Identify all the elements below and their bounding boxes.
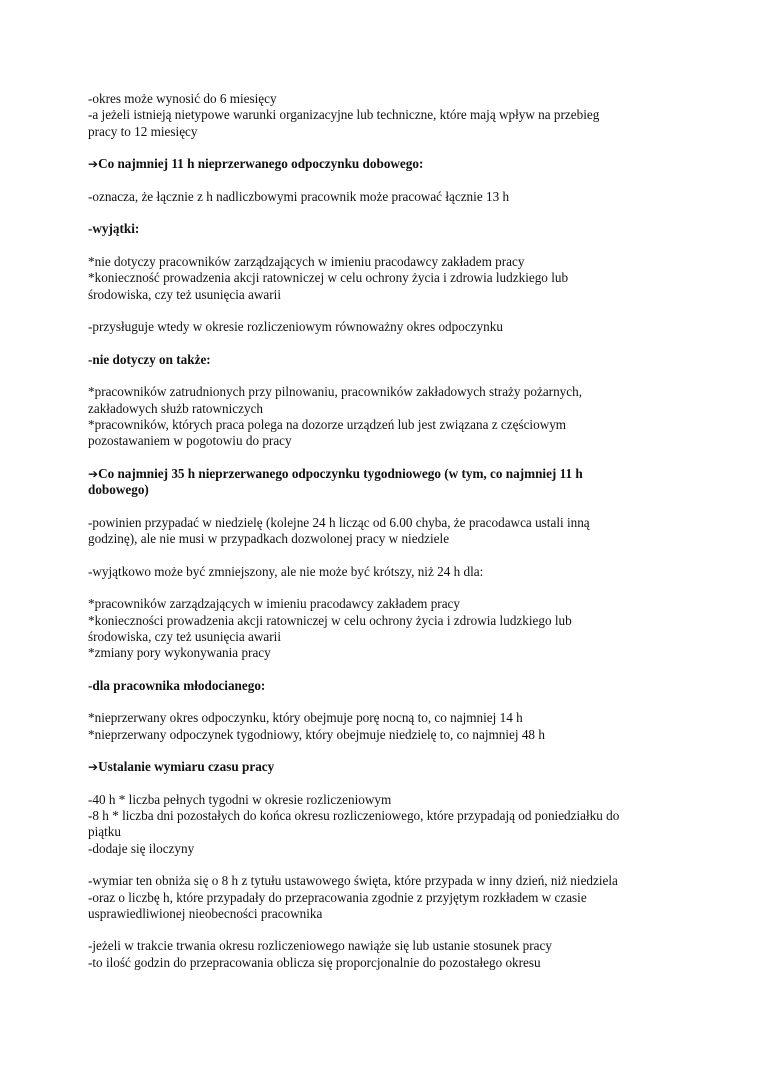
paragraph xyxy=(88,938,688,971)
line-text: *zmiany pory wykonywania pracy xyxy=(88,645,271,661)
paragraph-gap xyxy=(88,368,688,384)
paragraph-gap xyxy=(88,775,688,791)
text-line xyxy=(88,678,688,694)
line-text: pozostawaniem w pogotowiu do pracy xyxy=(88,433,292,449)
paragraph-gap xyxy=(88,661,688,677)
paragraph xyxy=(88,254,688,303)
text-line xyxy=(88,792,688,808)
line-text: -oznacza, że łącznie z h nadliczbowymi pracownik może pracować łącznie 13 h xyxy=(88,188,510,204)
text-line xyxy=(88,873,688,889)
document-page xyxy=(88,91,688,971)
line-text: -nie dotyczy on także: xyxy=(88,351,211,367)
text-line xyxy=(88,710,688,726)
text-line xyxy=(88,645,688,661)
text-line xyxy=(88,319,688,335)
text-line xyxy=(88,433,688,449)
line-text: środowiska, czy też usunięcia awarii xyxy=(88,286,281,302)
paragraph xyxy=(88,515,688,548)
text-line xyxy=(88,955,688,971)
paragraph xyxy=(88,189,688,205)
text-line xyxy=(88,287,688,303)
paragraph xyxy=(88,384,688,449)
text-line xyxy=(88,352,688,368)
line-text: -8 h * liczba dni pozostałych do końca okresu rozliczeniowego, które przypadają od poniedziałku do xyxy=(88,808,620,824)
paragraph-gap xyxy=(88,335,688,351)
line-text: -dodaje się iloczyny xyxy=(88,840,195,856)
paragraph-gap xyxy=(88,498,688,514)
text-line xyxy=(88,417,688,433)
line-text: środowiska, czy też usunięcia awarii xyxy=(88,628,281,644)
paragraph-gap xyxy=(88,547,688,563)
text-line xyxy=(88,189,688,205)
line-text: -a jeżeli istnieją nietypowe warunki organizacyjne lub techniczne, które mają wpływ na przebieg xyxy=(88,107,600,123)
paragraph xyxy=(88,873,688,922)
line-text: *nie dotyczy pracowników zarządzających w imieniu pracodawcy zakładem pracy xyxy=(88,253,525,269)
line-text: piątku xyxy=(88,824,121,840)
text-line xyxy=(88,221,688,237)
text-line xyxy=(88,531,688,547)
line-text: *pracowników, których praca polega na dozorze urządzeń lub jest związana z częściowym xyxy=(88,416,567,432)
line-text: Co najmniej 11 h nieprzerwanego odpoczynku dobowego: xyxy=(98,156,424,172)
text-line xyxy=(88,938,688,954)
text-line xyxy=(88,727,688,743)
line-text: -przysługuje wtedy w okresie rozliczeniowym równoważny okres odpoczynku xyxy=(88,319,503,335)
text-line xyxy=(88,808,688,824)
section-heading xyxy=(88,352,688,368)
paragraph-gap xyxy=(88,303,688,319)
section-heading xyxy=(88,221,688,237)
paragraph xyxy=(88,792,688,857)
line-text: *pracowników zatrudnionych przy pilnowaniu, pracowników zakładowych straży pożarnych, xyxy=(88,384,583,400)
text-line xyxy=(88,841,688,857)
text-line xyxy=(88,254,688,270)
line-text: pracy to 12 miesięcy xyxy=(88,123,198,139)
line-text: *konieczność prowadzenia akcji ratowniczej w celu ochrony życia i zdrowia ludzkiego lub xyxy=(88,270,569,286)
text-line xyxy=(88,890,688,906)
line-text: -to ilość godzin do przepracowania oblicza się proporcjonalnie do pozostałego okresu xyxy=(88,954,541,970)
text-line xyxy=(88,91,688,107)
arrow-right-icon: ➔ xyxy=(88,466,99,481)
paragraph-gap xyxy=(88,743,688,759)
line-text: *konieczności prowadzenia akcji ratowniczej w celu ochrony życia i zdrowia ludzkiego lub xyxy=(88,612,572,628)
line-text: -wyjątki: xyxy=(88,221,140,237)
text-line xyxy=(88,906,688,922)
line-text: *pracowników zarządzających w imieniu pracodawcy zakładem pracy xyxy=(88,596,460,612)
text-line xyxy=(88,270,688,286)
paragraph-gap xyxy=(88,140,688,156)
line-text: -40 h * liczba pełnych tygodni w okresie rozliczeniowym xyxy=(88,791,392,807)
text-line xyxy=(88,824,688,840)
text-line xyxy=(88,613,688,629)
paragraph xyxy=(88,91,688,140)
line-text: -oraz o liczbę h, które przypadały do przepracowania zgodnie z przyjętym rozkładem w czasie xyxy=(88,889,587,905)
section-heading xyxy=(88,759,688,775)
line-text: -powinien przypadać w niedzielę (kolejne 24 h licząc od 6.00 chyba, że pracodawca ustali inną xyxy=(88,514,590,530)
arrow-right-icon: ➔ xyxy=(88,157,99,172)
line-text: usprawiedliwionej nieobecności pracownika xyxy=(88,905,323,921)
paragraph-gap xyxy=(88,205,688,221)
paragraph-gap xyxy=(88,172,688,188)
line-text: zakładowych służb ratowniczych xyxy=(88,400,264,416)
text-line xyxy=(88,466,688,482)
text-line xyxy=(88,596,688,612)
text-line xyxy=(88,124,688,140)
paragraph xyxy=(88,710,688,743)
section-heading xyxy=(88,466,688,499)
line-text: -okres może wynosić do 6 miesięcy xyxy=(88,91,277,106)
paragraph-gap xyxy=(88,922,688,938)
paragraph-gap xyxy=(88,580,688,596)
text-line xyxy=(88,759,688,775)
paragraph xyxy=(88,596,688,661)
line-text: *nieprzerwany okres odpoczynku, który obejmuje porę nocną to, co najmniej 14 h xyxy=(88,710,523,726)
line-text: Ustalanie wymiaru czasu pracy xyxy=(98,759,275,775)
paragraph-gap xyxy=(88,694,688,710)
paragraph-gap xyxy=(88,450,688,466)
text-line xyxy=(88,629,688,645)
text-line xyxy=(88,515,688,531)
text-line xyxy=(88,384,688,400)
paragraph-gap xyxy=(88,857,688,873)
line-text: dobowego) xyxy=(88,482,149,498)
section-heading xyxy=(88,156,688,172)
line-text: -jeżeli w trakcie trwania okresu rozliczeniowego nawiąże się lub ustanie stosunek pracy xyxy=(88,938,552,954)
text-line xyxy=(88,401,688,417)
line-text: *nieprzerwany odpoczynek tygodniowy, który obejmuje niedzielę to, co najmniej 48 h xyxy=(88,726,545,742)
paragraph xyxy=(88,564,688,580)
line-text: -wyjątkowo może być zmniejszony, ale nie może być krótszy, niż 24 h dla: xyxy=(88,563,484,579)
paragraph-gap xyxy=(88,238,688,254)
text-line xyxy=(88,107,688,123)
text-line xyxy=(88,482,688,498)
text-line xyxy=(88,156,688,172)
line-text: godzinę), ale nie musi w przypadkach dozwolonej pracy w niedziele xyxy=(88,531,450,547)
arrow-right-icon: ➔ xyxy=(88,760,99,775)
section-heading xyxy=(88,678,688,694)
line-text: -dla pracownika młodocianego: xyxy=(88,677,266,693)
text-line xyxy=(88,564,688,580)
line-text: -wymiar ten obniża się o 8 h z tytułu ustawowego święta, które przypada w inny dzień, niż niedziela xyxy=(88,873,618,889)
line-text: Co najmniej 35 h nieprzerwanego odpoczynku tygodniowego (w tym, co najmniej 11 h xyxy=(98,465,583,481)
paragraph xyxy=(88,319,688,335)
